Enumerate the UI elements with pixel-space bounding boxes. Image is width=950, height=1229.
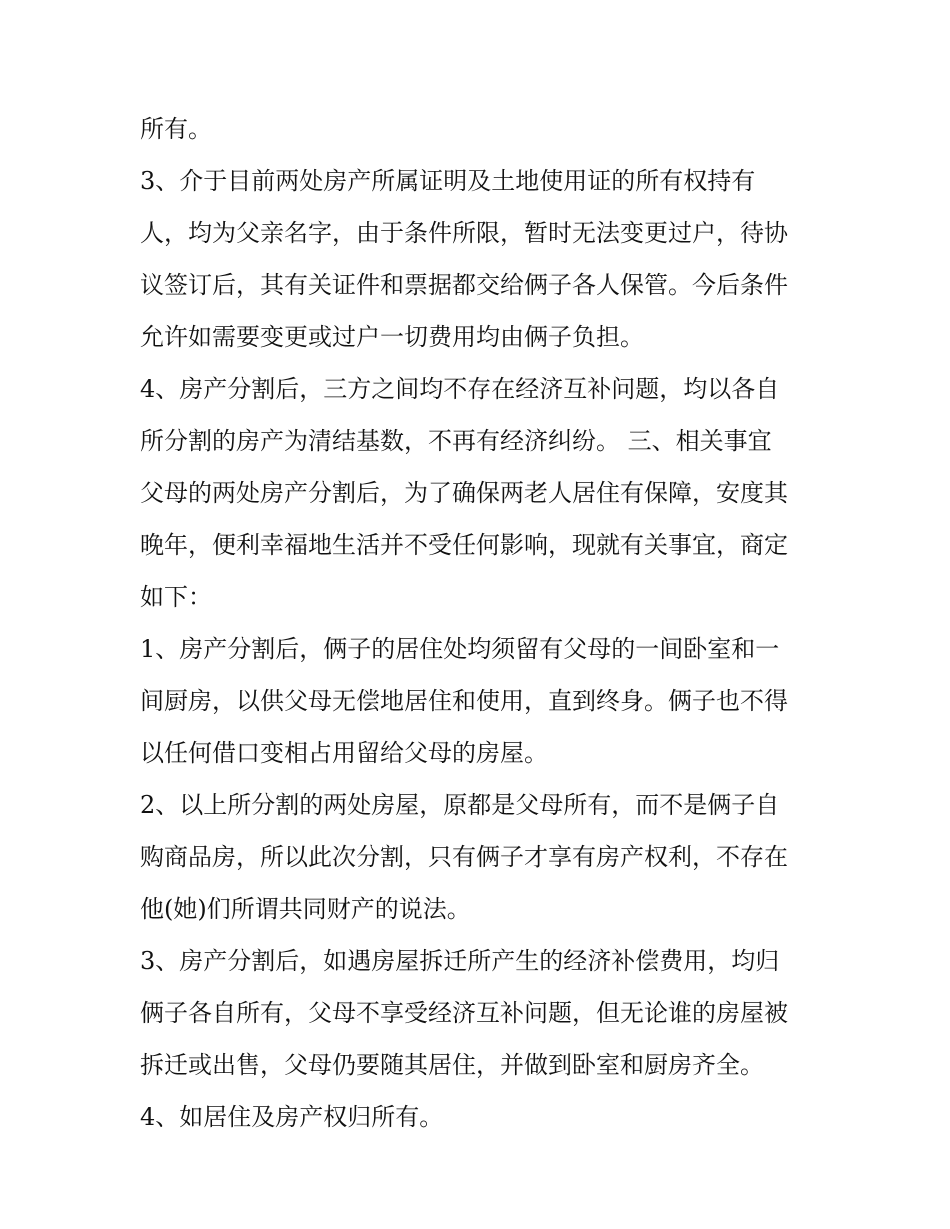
text-line: 他(她)们所谓共同财产的说法。 xyxy=(140,895,471,923)
text-line: 4、如居住及房产权归所有。 xyxy=(140,1103,444,1131)
text-line: 父母的两处房产分割后，为了确保两老人居住有保障，安度其 xyxy=(140,479,788,507)
text-line: 所有。 xyxy=(140,115,212,143)
text-line: 如下： xyxy=(140,583,212,611)
text-line: 以任何借口变相占用留给父母的房屋。 xyxy=(140,739,548,767)
text-line: 3、介于目前两处房产所属证明及土地使用证的所有权持有 xyxy=(140,167,756,195)
text-line: 2、以上所分割的两处房屋，原都是父母所有，而不是俩子自 xyxy=(140,791,780,819)
text-line: 购商品房，所以此次分割，只有俩子才享有房产权利，不存在 xyxy=(140,843,788,871)
text-line: 俩子各自所有，父母不享受经济互补问题，但无论谁的房屋被 xyxy=(140,999,788,1027)
text-line: 间厨房，以供父母无偿地居住和使用，直到终身。俩子也不得 xyxy=(140,687,788,715)
text-line: 3、房产分割后，如遇房屋拆迁所产生的经济补偿费用，均归 xyxy=(140,947,780,975)
text-line: 1、房产分割后，俩子的居住处均须留有父母的一间卧室和一 xyxy=(140,635,780,663)
text-line: 4、房产分割后，三方之间均不存在经济互补问题，均以各自 xyxy=(140,375,780,403)
text-line: 允许如需要变更或过户一切费用均由俩子负担。 xyxy=(140,323,644,351)
text-line: 拆迁或出售，父母仍要随其居住，并做到卧室和厨房齐全。 xyxy=(140,1051,764,1079)
text-line: 人，均为父亲名字，由于条件所限，暂时无法变更过户，待协 xyxy=(140,219,788,247)
text-line: 议签订后，其有关证件和票据都交给俩子各人保管。今后条件 xyxy=(140,271,788,299)
text-line: 晚年，便利幸福地生活并不受任何影响，现就有关事宜，商定 xyxy=(140,531,788,559)
text-line: 所分割的房产为清结基数，不再有经济纠纷。 三、相关事宜 xyxy=(140,427,772,455)
document-body xyxy=(140,103,820,1143)
